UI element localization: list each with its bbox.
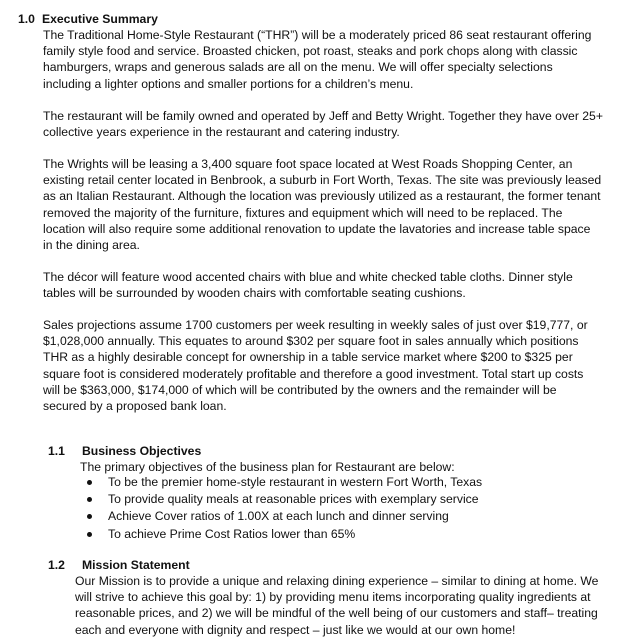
bullet-icon [87,480,92,485]
summary-paragraph-4: The décor will feature wood accented chairs with blue and white checked table cloths. Dinner style tables will be surrounded by wooden chairs with comfortable seating cushions. [43,270,573,301]
list-item [84,508,482,525]
bullet-icon [87,532,92,537]
list-item-text: To be the premier home-style restaurant in western Fort Worth, Texas [108,475,483,489]
list-item-text: Achieve Cover ratios of 1.00X at each lunch and dinner serving [108,509,449,524]
list-item-text: To achieve Prime Cost Ratios lower than 65% [108,526,356,541]
business-objectives-number: 1.1 [48,444,65,458]
mission-statement-number: 1.2 [48,558,65,572]
business-objectives-heading [48,443,201,459]
summary-paragraph-5: Sales projections assume 1700 customers per week resulting in weekly sales of just over $19,777, or $1,028,000 annually. This equates to around $302 per square foot in sales annually which positions THR as a highly desirable concept for ownership in a table service market where $200 to $325 per square foot is considered moderately profitable and therefore a good investment. Total start up costs will be $363,000, $174,000 of which will be contributed by the owners and the remainder will be secured by a proposed bank loan. [43,318,588,414]
section-title: Executive Summary [42,12,158,26]
business-objectives-intro: The primary objectives of the business plan for Restaurant are below: [80,460,455,474]
summary-paragraph-3: The Wrights will be leasing a 3,400 square foot space located at West Roads Shopping Center, an existing retail center located in Benbrook, a suburb in Fort Worth, Texas. The site was previously leased as an Italian Restaurant. Although the location was previously utilized as a restaurant, the former tenant removed the majority of the furniture, fixtures and equipment which will need to be replaced. The location will also require some additional renovation to update the lavatories and increase table space in the dining area. [43,157,602,253]
bullet-icon [87,497,92,502]
mission-statement-title: Mission Statement [82,558,190,572]
business-objectives-list [84,474,482,543]
mission-statement-heading [48,557,190,573]
section-heading [18,11,158,27]
list-item [84,474,482,491]
list-item [84,491,482,508]
summary-paragraph-1: The Traditional Home-Style Restaurant (“THR”) will be a moderately priced 86 seat restaurant offering family style food and service. Broasted chicken, pot roast, steaks and pork chops along with classic hamburgers, wraps and generous salads are all on the menu. We will offer specialty selections including a lighter options and smaller portions for a children’s menu. [43,28,592,91]
mission-statement-body: Our Mission is to provide a unique and relaxing dining experience – similar to dining at home. We will strive to achieve this goal by: 1) by providing menu items incorporating quality ingredients at reasonable prices, and 2) we will be mindful of the well being of our customers and staff– treating each and everyone with dignity and respect – just like we would at our own home! [75,574,599,637]
summary-paragraph-2: The restaurant will be family owned and operated by Jeff and Betty Wright. Together they have over 25+ collective years experience in the restaurant and catering industry. [43,109,603,140]
list-item [84,526,482,543]
list-item-text: To provide quality meals at reasonable prices with exemplary service [108,492,479,507]
bullet-icon [87,514,92,519]
section-number: 1.0 [18,12,35,26]
business-objectives-title: Business Objectives [82,444,202,458]
